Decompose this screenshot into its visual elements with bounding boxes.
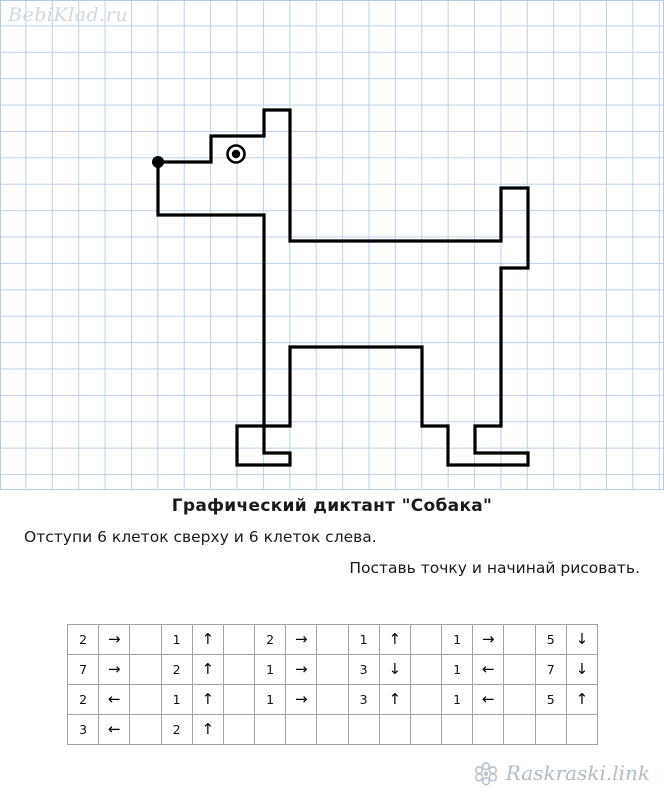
spacer-cell xyxy=(130,625,161,655)
step-arrow-cell xyxy=(473,685,504,715)
step-count-cell: 1 xyxy=(348,625,379,655)
caption-block xyxy=(0,496,664,577)
step-count-cell: 3 xyxy=(68,715,99,745)
spacer-cell xyxy=(410,625,441,655)
direction-arrow-icon: → xyxy=(107,660,121,678)
step-count-cell: 1 xyxy=(442,625,473,655)
spacer-cell xyxy=(317,625,348,655)
table-row xyxy=(68,715,598,745)
spacer-cell xyxy=(410,715,441,745)
step-count-cell: 2 xyxy=(161,655,192,685)
spacer-cell xyxy=(317,655,348,685)
spacer-cell xyxy=(317,715,348,745)
step-count-cell: 1 xyxy=(161,625,192,655)
step-arrow-cell xyxy=(99,625,130,655)
step-arrow-cell xyxy=(99,715,130,745)
footer-logo xyxy=(473,760,650,786)
table-row xyxy=(68,685,598,715)
direction-arrow-icon: ↑ xyxy=(201,630,215,648)
empty-cell xyxy=(473,715,504,745)
step-count-cell: 3 xyxy=(348,685,379,715)
direction-arrow-icon: ↑ xyxy=(388,630,402,648)
page-title: Графический диктант "Собака" xyxy=(171,496,493,516)
step-count-cell: 5 xyxy=(535,685,566,715)
empty-cell xyxy=(566,715,597,745)
empty-cell xyxy=(286,715,317,745)
spacer-cell xyxy=(504,625,535,655)
direction-arrow-icon: → xyxy=(107,630,121,648)
step-count-cell: 2 xyxy=(68,625,99,655)
spacer-cell xyxy=(504,685,535,715)
step-arrow-cell xyxy=(379,655,410,685)
empty-cell xyxy=(442,715,473,745)
step-arrow-cell xyxy=(192,655,223,685)
spacer-cell xyxy=(410,685,441,715)
step-arrow-cell xyxy=(192,625,223,655)
direction-arrow-icon: ← xyxy=(482,660,495,678)
step-arrow-cell xyxy=(99,655,130,685)
direction-arrow-icon: ↑ xyxy=(575,690,589,708)
step-arrow-cell xyxy=(286,685,317,715)
empty-cell xyxy=(379,715,410,745)
step-count-cell: 7 xyxy=(68,655,99,685)
spacer-cell xyxy=(223,685,254,715)
step-arrow-cell xyxy=(566,685,597,715)
direction-arrow-icon: ← xyxy=(107,690,121,708)
direction-arrow-icon: ↓ xyxy=(575,660,589,678)
empty-cell xyxy=(348,715,379,745)
step-arrow-cell xyxy=(379,625,410,655)
direction-arrow-icon: → xyxy=(295,690,308,708)
step-arrow-cell xyxy=(99,685,130,715)
dog-eye-pupil xyxy=(232,150,240,158)
instruction-line-2: Поставь точку и начинай рисовать. xyxy=(349,559,640,577)
direction-arrow-icon: ↑ xyxy=(388,690,402,708)
flower-icon xyxy=(473,760,499,786)
step-arrow-cell xyxy=(192,685,223,715)
spacer-cell xyxy=(130,685,161,715)
direction-arrow-icon: → xyxy=(295,660,308,678)
direction-arrow-icon: ↓ xyxy=(575,630,589,648)
spacer-cell xyxy=(504,715,535,745)
step-count-cell: 1 xyxy=(255,655,286,685)
table-row xyxy=(68,625,598,655)
spacer-cell xyxy=(504,655,535,685)
step-count-cell: 1 xyxy=(255,685,286,715)
steps-table-container xyxy=(67,624,598,745)
watermark-bebiklad: BebiKlad.ru xyxy=(8,4,129,26)
step-count-cell: 2 xyxy=(68,685,99,715)
direction-arrow-icon: ↑ xyxy=(201,720,215,738)
empty-cell xyxy=(535,715,566,745)
step-count-cell: 2 xyxy=(161,715,192,745)
start-dot xyxy=(152,156,164,168)
step-arrow-cell xyxy=(566,655,597,685)
direction-arrow-icon: ↑ xyxy=(201,660,215,678)
direction-arrow-icon: ↑ xyxy=(201,690,215,708)
footer-brand-label: Raskraski.link xyxy=(505,761,650,785)
spacer-cell xyxy=(223,715,254,745)
step-arrow-cell xyxy=(379,685,410,715)
instruction-line-1: Отступи 6 клеток сверху и 6 клеток слева. xyxy=(24,528,377,546)
step-count-cell: 7 xyxy=(535,655,566,685)
spacer-cell xyxy=(223,655,254,685)
spacer-cell xyxy=(130,655,161,685)
step-arrow-cell xyxy=(566,625,597,655)
dog-outline-path xyxy=(158,110,528,465)
direction-arrow-icon: ↓ xyxy=(388,660,402,678)
step-arrow-cell xyxy=(473,655,504,685)
step-count-cell: 1 xyxy=(442,655,473,685)
step-arrow-cell xyxy=(473,625,504,655)
spacer-cell xyxy=(223,625,254,655)
empty-cell xyxy=(255,715,286,745)
step-arrow-cell xyxy=(286,655,317,685)
steps-table xyxy=(67,624,598,745)
table-row xyxy=(68,655,598,685)
step-arrow-cell xyxy=(286,625,317,655)
direction-arrow-icon: → xyxy=(295,630,308,648)
spacer-cell xyxy=(410,655,441,685)
direction-arrow-icon: ← xyxy=(107,720,121,738)
step-count-cell: 3 xyxy=(348,655,379,685)
direction-arrow-icon: → xyxy=(482,630,495,648)
spacer-cell xyxy=(317,685,348,715)
step-count-cell: 1 xyxy=(442,685,473,715)
direction-arrow-icon: ← xyxy=(482,690,495,708)
step-count-cell: 5 xyxy=(535,625,566,655)
step-count-cell: 2 xyxy=(255,625,286,655)
step-arrow-cell xyxy=(192,715,223,745)
spacer-cell xyxy=(130,715,161,745)
step-count-cell: 1 xyxy=(161,685,192,715)
